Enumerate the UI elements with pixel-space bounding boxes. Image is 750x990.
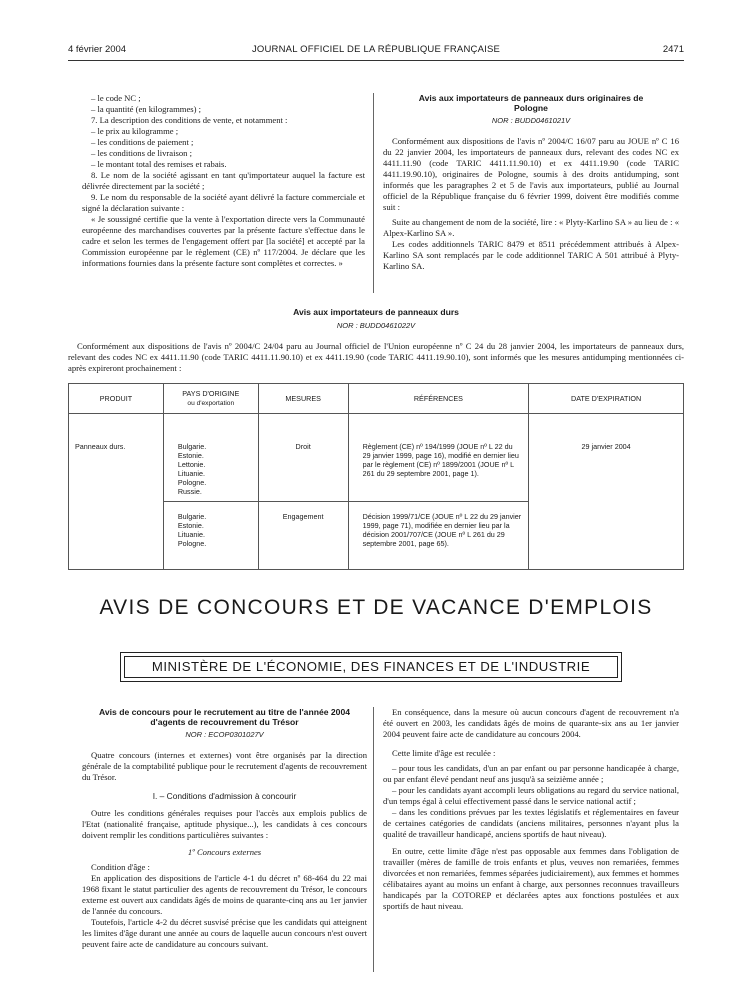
conditions-paragraph: Outre les conditions générales requises pour l'accès aux emplois publics de l'Etat (nationalité française, aptitude physique...), les candidats à ces concours doivent remplir les conditions particulières suivantes : [82,808,367,840]
list-item: – pour les candidats ayant accompli leurs obligations au regard du service national, d'un temps égal à celui effectivement passé dans le service national actif ; [383,785,679,806]
cell-mesure: Engagement [258,502,348,570]
avis-pologne [383,93,679,272]
concours-intro: Quatre concours (internes et externes) vont être organisés par la direction générale de la comptabilité publique pour le recrutement d'agents de recouvrement du Trésor. [82,750,367,782]
concours-title: Avis de concours pour le recrutement au titre de l'année 2004 d'agents de recouvrement du Trésor [98,707,351,727]
concours-left-column [82,707,367,950]
paragraph: En conséquence, dans la mesure où aucun concours d'agent de recouvrement n'a été ouvert en 2003, les candidats âgés de moins de quarante-six ans au 1er janvier 2004 peuvent faire acte de candidature au concours 2004. [383,707,679,739]
list-item: 8. Le nom de la société agissant en tant qu'importateur auquel la facture est délivrée directement par la société ; [82,170,365,191]
age-label: Condition d'âge : [91,862,150,872]
avis-panneaux-nor: NOR : BUDD0461022V [336,321,416,330]
header-page-number: 2471 [662,44,684,55]
page-header [68,44,684,58]
header-pays: PAYS D'ORIGINE ou d'exportation [163,384,258,414]
list-item: – les conditions de paiement ; [91,137,194,147]
header-produit: PRODUIT [69,384,164,414]
list-item: 9. Le nom du responsable de la société ayant délivré la facture commerciale et signé la déclaration suivante : [82,192,365,213]
table-header-row [69,384,684,414]
measures-table [68,383,684,570]
avis-pologne-title: Avis aux importateurs de panneaux durs originaires de Pologne [418,93,644,113]
cell-date: 29 janvier 2004 [529,414,684,570]
list-item: – le montant total des remises et rabais. [91,159,227,169]
list-item: – le prix au kilogramme ; [91,126,179,136]
avis-panneaux [68,307,684,374]
subsection-heading: 1º Concours externes [187,847,262,857]
header-date: 4 février 2004 [68,44,127,55]
list-item: – dans les conditions prévues par les textes législatifs et réglementaires en faveur de certaines catégories de candidats (anciens militaires, personnes n'ayant plus la qualité de travailleur handicapé, anciens sportifs de haut niveau). [383,807,679,839]
list-item: – le code NC ; [91,93,141,103]
paragraph: Cette limite d'âge est reculée : [392,748,496,758]
top-left-column [82,93,365,269]
paragraph: Toutefois, l'article 4-2 du décret susvisé précise que les candidats qui atteignent les limites d'âge durant une année au cours de laquelle aucun concours n'est ouvert peuvent faire acte de candidature au concours suivant. [82,917,367,949]
declaration-text: « Je soussigné certifie que la vente à l'exportation directe vers la Communauté européenne des marchandises couvertes par la présente facture s'effectue dans le cadre et selon les termes de l'engagement offert par [la société] et accepté par la Commission européenne par le règlement (CE) nº 117/2004. Je déclare que les informations fournies dans la présente facture sont complètes et correctes. » [82,214,365,268]
list-item: – la quantité (en kilogrammes) ; [91,104,202,114]
avis-panneaux-title: Avis aux importateurs de panneaux durs [293,307,459,317]
header-journal-title: JOURNAL OFFICIEL DE LA RÉPUBLIQUE FRANÇAISE [251,44,501,55]
list-item: 7. La description des conditions de vente, et notamment : [91,115,288,125]
avis-panneaux-paragraph: Conformément aux dispositions de l'avis nº 2004/C 24/04 paru au Journal officiel de l'Union européenne nº C 24 du 28 janvier 2004, les importateurs de panneaux durs, relevant des codes NC ex 4411.11.90 (code TARIC 4411.11.90.10) et ex 4411.19.90 (code TARIC 4411.19.90.10), sont informés que les mesures antidumping mentionnées ci-après expireront prochainement : [68,341,684,373]
header-mesures: MESURES [258,384,348,414]
header-rule [68,60,684,61]
header-references: RÉFÉRENCES [348,384,529,414]
cell-reference: Règlement (CE) nº 194/1999 (JOUE nº L 22 du 29 janvier 1999, page 16), modifié en dernier lieu par le règlement (CE) nº 1899/2001 (JOUE nº L 261 du 29 septembre 2001, page 1). [348,414,529,502]
cell-pays: Bulgarie. Estonie. Lettonie. Lituanie. Pologne. Russie. [163,414,258,502]
concours-nor: NOR : ECOP0301027V [185,730,264,739]
column-divider [373,93,374,293]
avis-pologne-paragraph: Les codes additionnels TARIC 8479 et 8511 précédemment attribués à Alpex-Karlino SA sont remplacés par le code additionnel TARIC A 501 attribué à Plyty-Karlino SA. [383,239,679,271]
avis-pologne-paragraph: Conformément aux dispositions de l'avis nº 2004/C 16/07 paru au JOUE nº C 16 du 22 janvier 2004, les importateurs de panneaux durs, relevant des codes NC ex 4411.11.90 (code TARIC 4411.11.90.10) et ex 4411.19.90 (code TARIC 4411.19.90.10), originaires de Pologne, soumis à des droits antidumping, sont informés que les paragraphes 2 et 5 de l'avis aux importateurs, publié au Journal officiel de la République française du 6 février 1999, doivent être modifiés comme suit : [383,136,679,212]
ministry-box [120,652,622,682]
cell-reference: Décision 1999/71/CE (JOUE nº L 22 du 29 janvier 1999, page 71), modifiée en dernier lieu par la décision 2001/707/CE (JOUE nº L 261 du 29 septembre 2001, page 65). [348,502,529,570]
section-heading: I. – Conditions d'admission à concourir [152,791,297,801]
column-divider [373,707,374,972]
paragraph: En outre, cette limite d'âge n'est pas opposable aux femmes dans l'obligation de travailler (mères de famille de trois enfants et plus, veuves non remariées, femmes divorcées et non remariées, femmes séparées judiciairement), aux femmes et hommes célibataires ayant au moins un enfant à charge, aux personnes reconnues travailleurs handicapés par la COTOREP et déclarées aptes aux fonctions postulées et aux sportifs de haut niveau. [383,846,679,911]
paragraph: En application des dispositions de l'article 4-1 du décret nº 68-464 du 22 mai 1968 fixant le statut particulier des agents de recouvrement du Trésor, le concours externe est ouvert aux candidats âgés de moins de quarante-cinq ans au 1er janvier de l'année du concours. [82,873,367,916]
table-row [69,414,684,502]
avis-pologne-paragraph: Suite au changement de nom de la société, lire : « Plyty-Karlino SA » au lieu de : « Alpex-Karlino SA ». [383,217,679,238]
concours-right-column [383,707,679,912]
list-item: – pour tous les candidats, d'un an par enfant ou par personne handicapée à charge, ou par enfant élevé pendant neuf ans jusqu'à sa seizième année ; [383,763,679,784]
section-title: AVIS DE CONCOURS ET DE VACANCE D'EMPLOIS [99,596,653,619]
ministry-name: MINISTÈRE DE L'ÉCONOMIE, DES FINANCES ET DE L'INDUSTRIE [124,656,618,678]
header-date-expiration: DATE D'EXPIRATION [529,384,684,414]
cell-mesure: Droit [258,414,348,502]
avis-pologne-nor: NOR : BUDD0461021V [491,116,571,125]
list-item: – les conditions de livraison ; [91,148,192,158]
cell-produit: Panneaux durs. [69,414,164,570]
cell-pays: Bulgarie. Estonie. Lituanie. Pologne. [163,502,258,570]
